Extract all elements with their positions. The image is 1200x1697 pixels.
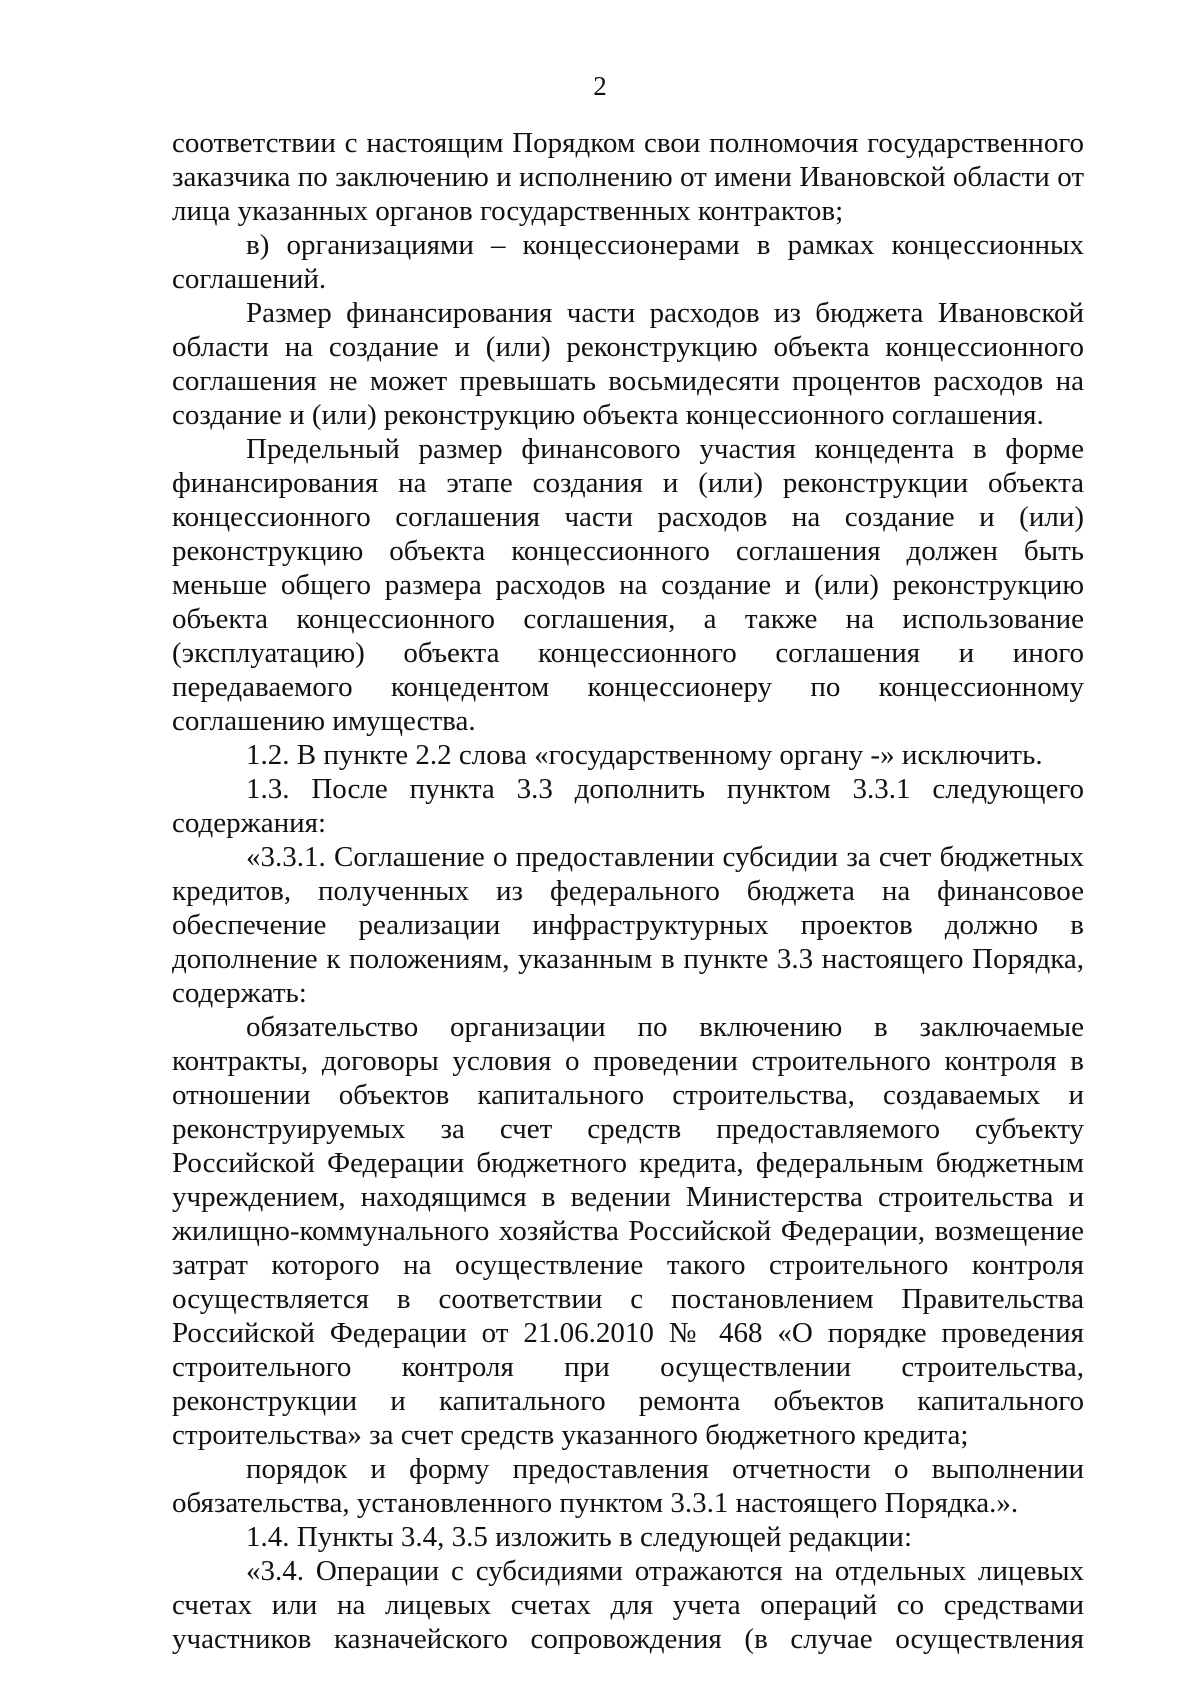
paragraph: 1.2. В пункте 2.2 слова «государственному органу -» исключить. [246,739,1043,771]
paragraph: 1.4. Пункты 3.4, 3.5 изложить в следующей редакции: [246,1521,912,1553]
paragraph: «3.3.1. Соглашение о предоставлении субсидии за счет бюджетных кредитов, полученных из федерального бюджета на финансовое обеспечение реализации инфраструктурных проектов должно в дополнение к положениям, указанным в пункте 3.3 настоящего Порядка, содержать: [172,841,1084,1009]
document-body [172,126,1084,1656]
page-number: 2 [593,71,607,101]
paragraph: обязательство организации по включению в заключаемые контракты, договоры условия о проведении строительного контроля в отношении объектов капитального строительства, создаваемых и реконструируемых за счет средств предоставляемого субъекту Российской Федерации бюджетного кредита, федеральным бюджетным учреждением, находящимся в ведении Министерства строительства и жилищно-коммунального хозяйства Российской Федерации, возмещение затрат которого на осуществление такого строительного контроля осуществляется в соответствии с постановлением Правительства Российской Федерации от 21.06.2010 № 468 «О порядке проведения строительного контроля при осуществлении строительства, реконструкции и капитального ремонта объектов капитального строительства» за счет средств указанного бюджетного кредита; [172,1011,1084,1451]
paragraph: порядок и форму предоставления отчетности о выполнении обязательства, установленного пунктом 3.3.1 настоящего Порядка.». [172,1453,1084,1519]
paragraph: в) организациями – концессионерами в рамках концессионных соглашений. [172,229,1084,295]
paragraph: 1.3. После пункта 3.3 дополнить пунктом 3.3.1 следующего содержания: [172,773,1084,839]
paragraph: соответствии с настоящим Порядком свои полномочия государственного заказчика по заключению и исполнению от имени Ивановской области от лица указанных органов государственных контрактов; [172,127,1084,227]
paragraph: Предельный размер финансового участия концедента в форме финансирования на этапе создания и (или) реконструкции объекта концессионного соглашения части расходов на создание и (или) реконструкцию объекта концессионного соглашения должен быть меньше общего размера расходов на создание и (или) реконструкцию объекта концессионного соглашения, а также на использование (эксплуатацию) объекта концессионного соглашения и иного передаваемого концедентом концессионеру по концессионному соглашению имущества. [172,433,1084,737]
paragraph: Размер финансирования части расходов из бюджета Ивановской области на создание и (или) реконструкцию объекта концессионного соглашения не может превышать восьмидесяти процентов расходов на создание и (или) реконструкцию объекта концессионного соглашения. [172,297,1084,431]
paragraph: «3.4. Операции с субсидиями отражаются на отдельных лицевых счетах или на лицевых счетах для учета операций со средствами участников казначейского сопровождения (в случае осуществления [172,1555,1084,1655]
